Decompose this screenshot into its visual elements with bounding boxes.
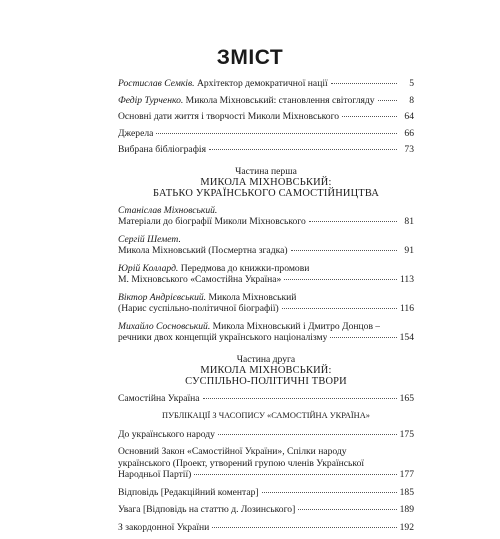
part-label: Частина перша [235, 165, 297, 177]
dot-leader [291, 250, 397, 251]
toc-entry [118, 292, 414, 315]
part-label: Частина друга [236, 353, 296, 365]
toc-entry [118, 263, 414, 286]
entry-title: Увага [Відповідь на статтю д. Лозинського] [118, 504, 296, 515]
part-heading [118, 166, 414, 199]
dot-leader [309, 221, 397, 222]
toc-entry [118, 522, 414, 534]
entry-page: 189 [399, 504, 414, 515]
entry-title-cont: Народньої Партії) [118, 469, 192, 480]
toc-entry [118, 128, 414, 140]
part-title-line: МИКОЛА МІХНОВСЬКИЙ: [200, 364, 332, 376]
toc-entry [118, 234, 414, 257]
entry-page: 5 [409, 78, 414, 89]
dot-leader [284, 279, 397, 280]
toc-intro [118, 78, 414, 539]
entry-author: Михайло Сосновський. [118, 320, 211, 332]
toc-entry [118, 111, 414, 123]
toc-entry [118, 321, 414, 344]
entry-title: Архітектор демократичної нації [194, 78, 328, 89]
entry-page: 192 [399, 521, 414, 533]
entry-page: 165 [399, 392, 414, 404]
entry-page: 91 [404, 245, 414, 256]
part-title-line: МИКОЛА МІХНОВСЬКИЙ: [200, 176, 332, 188]
entry-author: Юрій Коллард. [118, 262, 179, 274]
toc-entry [118, 144, 414, 156]
entry-page: 73 [404, 144, 414, 155]
dot-leader [331, 83, 397, 84]
page-title: ЗМІСТ [216, 46, 284, 69]
entry-title: Відповідь [Редакційний коментар] [118, 486, 259, 498]
toc-entry [118, 429, 414, 441]
entry-page: 177 [399, 469, 414, 480]
entry-page: 175 [399, 428, 414, 440]
toc-entry [118, 504, 414, 516]
entry-title: Микола Міхновський: становлення світогляду [183, 94, 375, 106]
entry-author: Віктор Андрієвський. [118, 291, 207, 303]
entry-title: Вибрана бібліографія [118, 144, 206, 155]
entry-author: Станіслав Міхновський. [118, 204, 218, 216]
part-title-line: СУСПІЛЬНО-ПОЛІТИЧНІ ТВОРИ [185, 375, 347, 387]
dot-leader [298, 509, 396, 510]
entry-page: 185 [399, 486, 414, 498]
toc-entry [118, 95, 414, 107]
dot-leader [209, 149, 397, 150]
entry-title: Микола Міхновський [206, 291, 297, 303]
dot-leader [218, 434, 397, 435]
entry-title: Микола Міхновський (Посмертна згадка) [118, 245, 288, 256]
entry-title: Джерела [118, 127, 154, 139]
entry-page: 154 [399, 332, 414, 343]
entry-title: Матеріали до біографії Миколи Міхновського [118, 216, 306, 227]
entry-title: Микола Міхновський і Дмитро Донцов – [210, 320, 381, 332]
dot-leader [203, 398, 397, 399]
dot-leader [330, 337, 396, 338]
entry-page: 81 [404, 216, 414, 227]
dot-leader [156, 133, 397, 134]
entry-page: 64 [404, 111, 414, 122]
dot-leader [262, 492, 397, 493]
dot-leader [194, 474, 396, 475]
dot-leader [212, 527, 396, 528]
entry-title-cont: М. Міхновського «Самостійна Україна» [118, 274, 282, 285]
dot-leader [282, 308, 397, 309]
dot-leader [378, 100, 397, 101]
entry-title: Основний Закон «Самостійної України», Спілки народу [118, 446, 347, 457]
toc-entry [118, 205, 414, 228]
entry-title: Основні дати життя і творчості Миколи Міхновського [118, 111, 340, 122]
entry-author: Федір Турченко. [118, 94, 184, 106]
part-heading [118, 354, 414, 387]
entry-title: Самостійна Україна [118, 392, 200, 404]
entry-title-cont: українського (Проект, утворений групою членів Української [118, 457, 365, 469]
toc-entry [118, 446, 414, 481]
toc-entry [118, 78, 414, 90]
entry-page: 8 [409, 94, 414, 106]
dot-leader [342, 116, 397, 117]
entry-page: 66 [404, 127, 414, 139]
entry-page: 116 [399, 303, 414, 314]
entry-title: До українського народу [118, 428, 215, 440]
section-heading: ПУБЛІКАЦІЇ З ЧАСОПИСУ «САМОСТІЙНА УКРАЇНА» [162, 411, 370, 420]
toc-entry [118, 487, 414, 499]
entry-title-cont: (Нарис суспільно-політичної біографії) [118, 303, 279, 314]
entry-title-cont: речники двох концепцій українського націоналізму [118, 332, 328, 343]
entry-author: Ростислав Семків. [118, 78, 195, 89]
entry-title: Передмова до книжки-промови [178, 262, 310, 274]
entry-title: З закордонної України [118, 521, 210, 533]
toc-entry [118, 393, 414, 405]
entry-author: Сергій Шемет. [118, 233, 181, 245]
part-title-line: БАТЬКО УКРАЇНСЬКОГО САМОСТІЙНИЦТВА [152, 187, 380, 199]
entry-page: 113 [399, 274, 414, 285]
